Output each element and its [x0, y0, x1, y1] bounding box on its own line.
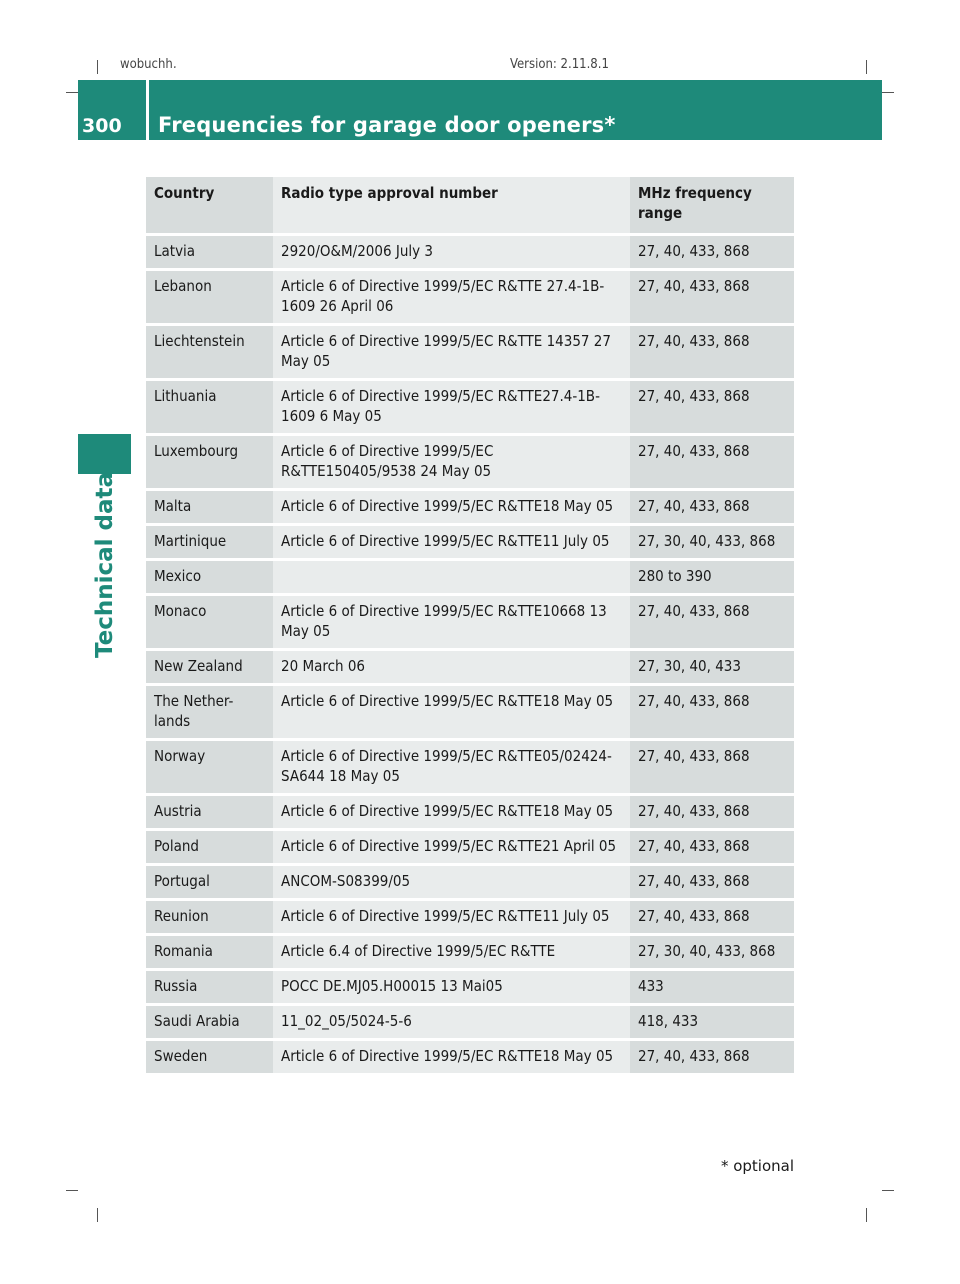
country-cell: Malta — [146, 491, 273, 523]
table-row — [146, 271, 794, 323]
frequency-cell: 27, 40, 433, 868 — [630, 831, 794, 863]
country-cell: Norway — [146, 741, 273, 793]
footnote: * optional — [720, 1157, 794, 1175]
crop-mark — [97, 60, 98, 74]
approval-number-cell: Article 6 of Directive 1999/5/EC R&TTE05/02424-SA644 18 May 05 — [273, 741, 630, 793]
country-cell: Poland — [146, 831, 273, 863]
frequency-cell: 27, 40, 433, 868 — [630, 326, 794, 378]
page-title: Frequencies for garage door openers* — [158, 113, 616, 137]
frequency-cell: 27, 40, 433, 868 — [630, 796, 794, 828]
frequency-cell: 433 — [630, 971, 794, 1003]
approval-number-cell: Article 6 of Directive 1999/5/EC R&TTE 27.4-1B-1609 26 April 06 — [273, 271, 630, 323]
approval-number-cell: Article 6 of Directive 1999/5/EC R&TTE11 July 05 — [273, 526, 630, 558]
frequency-cell: 27, 40, 433, 868 — [630, 866, 794, 898]
table-body — [146, 236, 794, 1073]
table-row — [146, 1041, 794, 1073]
crop-mark — [882, 1190, 894, 1191]
frequency-cell: 27, 30, 40, 433 — [630, 651, 794, 683]
approval-number-cell: Article 6 of Directive 1999/5/EC R&TTE18 May 05 — [273, 796, 630, 828]
approval-number-cell: Article 6 of Directive 1999/5/EC R&TTE 14357 27 May 05 — [273, 326, 630, 378]
table-header-row — [146, 177, 794, 233]
approval-number-cell: Article 6 of Directive 1999/5/EC R&TTE21 April 05 — [273, 831, 630, 863]
table-row — [146, 491, 794, 523]
print-meta-left: wobuchh, — [120, 57, 177, 68]
approval-number-cell: 11_02_05/5024-5-6 — [273, 1006, 630, 1038]
frequency-cell: 27, 40, 433, 868 — [630, 596, 794, 648]
approval-number-cell: 20 March 06 — [273, 651, 630, 683]
table-row — [146, 436, 794, 488]
frequency-cell: 27, 40, 433, 868 — [630, 1041, 794, 1073]
country-cell: Liechtenstein — [146, 326, 273, 378]
country-cell: Austria — [146, 796, 273, 828]
crop-mark — [866, 60, 867, 74]
table-row — [146, 901, 794, 933]
header-separator — [146, 80, 149, 140]
table-row — [146, 831, 794, 863]
table-row — [146, 236, 794, 268]
approval-number-cell: POCC DE.MJ05.H00015 13 Mai05 — [273, 971, 630, 1003]
table-row — [146, 561, 794, 593]
print-meta-right: Version: 2.11.8.1 — [510, 57, 609, 68]
country-cell: Lebanon — [146, 271, 273, 323]
country-cell: Romania — [146, 936, 273, 968]
crop-mark — [66, 1190, 78, 1191]
frequency-cell: 27, 30, 40, 433, 868 — [630, 526, 794, 558]
approval-number-cell: 2920/O&M/2006 July 3 — [273, 236, 630, 268]
frequency-cell: 27, 40, 433, 868 — [630, 686, 794, 738]
table-row — [146, 686, 794, 738]
frequency-cell: 27, 40, 433, 868 — [630, 901, 794, 933]
crop-mark — [882, 92, 894, 93]
frequency-cell: 280 to 390 — [630, 561, 794, 593]
country-cell: The Nether-lands — [146, 686, 273, 738]
approval-number-cell: Article 6 of Directive 1999/5/EC R&TTE18 May 05 — [273, 686, 630, 738]
table-row — [146, 381, 794, 433]
table-row — [146, 326, 794, 378]
frequency-cell: 418, 433 — [630, 1006, 794, 1038]
country-cell: Sweden — [146, 1041, 273, 1073]
frequency-cell: 27, 40, 433, 868 — [630, 381, 794, 433]
section-label-text: Technical data — [91, 471, 118, 659]
table-row — [146, 936, 794, 968]
section-label — [78, 471, 131, 659]
approval-number-cell: Article 6 of Directive 1999/5/EC R&TTE27.4-1B-1609 6 May 05 — [273, 381, 630, 433]
table-row — [146, 596, 794, 648]
frequency-cell: 27, 40, 433, 868 — [630, 271, 794, 323]
table-row — [146, 741, 794, 793]
table-row — [146, 1006, 794, 1038]
page-number: 300 — [82, 115, 122, 137]
country-cell: Lithuania — [146, 381, 273, 433]
approval-number-cell: Article 6 of Directive 1999/5/EC R&TTE18 May 05 — [273, 1041, 630, 1073]
crop-mark — [866, 1208, 867, 1222]
approval-number-cell: Article 6.4 of Directive 1999/5/EC R&TTE — [273, 936, 630, 968]
frequency-cell: 27, 30, 40, 433, 868 — [630, 936, 794, 968]
frequency-cell: 27, 40, 433, 868 — [630, 436, 794, 488]
table-row — [146, 866, 794, 898]
country-cell: Portugal — [146, 866, 273, 898]
approval-number-cell — [273, 561, 630, 593]
frequency-cell: 27, 40, 433, 868 — [630, 491, 794, 523]
country-cell: Mexico — [146, 561, 273, 593]
frequency-table — [146, 174, 794, 1076]
country-cell: New Zealand — [146, 651, 273, 683]
approval-number-cell: Article 6 of Directive 1999/5/EC R&TTE10668 13 May 05 — [273, 596, 630, 648]
approval-number-cell: Article 6 of Directive 1999/5/EC R&TTE18 May 05 — [273, 491, 630, 523]
frequency-cell: 27, 40, 433, 868 — [630, 236, 794, 268]
country-cell: Martinique — [146, 526, 273, 558]
table-row — [146, 796, 794, 828]
approval-number-cell: Article 6 of Directive 1999/5/EC R&TTE11 July 05 — [273, 901, 630, 933]
approval-number-cell: ANCOM-S08399/05 — [273, 866, 630, 898]
section-tab-marker — [78, 434, 131, 474]
country-cell: Monaco — [146, 596, 273, 648]
country-cell: Saudi Arabia — [146, 1006, 273, 1038]
country-cell: Latvia — [146, 236, 273, 268]
column-header-frequency: MHz frequency range — [630, 177, 794, 233]
column-header-country: Country — [146, 177, 273, 233]
country-cell: Luxembourg — [146, 436, 273, 488]
crop-mark — [97, 1208, 98, 1222]
column-header-approval: Radio type approval number — [273, 177, 630, 233]
country-cell: Russia — [146, 971, 273, 1003]
table-row — [146, 651, 794, 683]
table-row — [146, 971, 794, 1003]
frequency-cell: 27, 40, 433, 868 — [630, 741, 794, 793]
crop-mark — [66, 92, 78, 93]
country-cell: Reunion — [146, 901, 273, 933]
table-row — [146, 526, 794, 558]
approval-number-cell: Article 6 of Directive 1999/5/EC R&TTE150405/9538 24 May 05 — [273, 436, 630, 488]
